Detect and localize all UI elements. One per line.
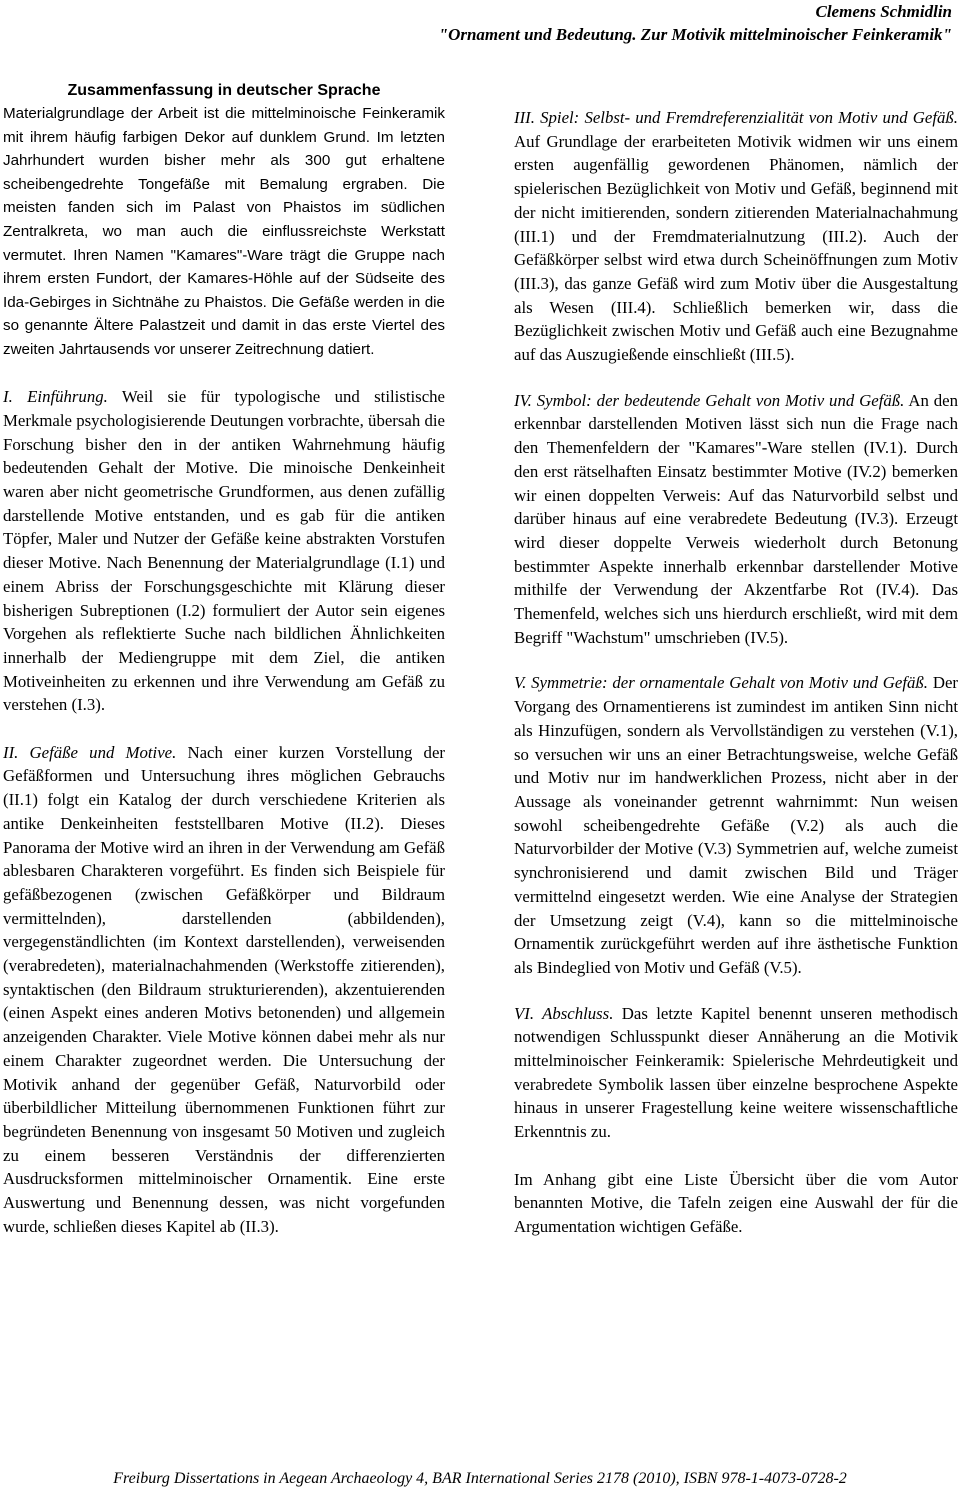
section-1-text: Weil sie für typologische und stilistische Merkmale psychologisierende Deutungen vorbrachte, übersah die Forschung bisher den in der antiken Wahrnehmung häufig bedeutenden Gehalt der Motive. Die minoische Denkeinheit waren aber nicht geometrische Grundformen, aus denen zufällig darstellende Motive entstanden, und es gab für die antiken Töpfer, Maler und Nutzer der Gefäße keine abstrakten Vorstufen dieser Motive. Nach Benennung der Materialgrundlage (I.1) und einem Abriss der Forschungsgeschichte mit Klärung dieser bisherigen Subreptionen (I.2) formuliert der Autor sein eigenes Vorgehen als reflektierte Suche nach bildlichen Ähnlichkeiten innerhalb der Mediengruppe mit dem Ziel, die antiken Motiveinheiten zu erkennen und ihre Verwendung am Gefäß zu verstehen (I.3). [3,387,445,715]
section-3-title: III. Spiel: Selbst- und Fremdreferenzialität von Motiv und Gefäß. [514,108,958,127]
appendix-paragraph: Im Anhang gibt eine Liste Übersicht über die vom Autor benannten Motive, die Tafeln zeigen eine Auswahl der für die Argumentation wichtigen Gefäße. [514,1169,958,1236]
section-2-paragraph [3,741,445,1239]
right-column [514,106,958,1239]
section-3-paragraph [514,106,958,367]
section-3-text: Auf Grundlage der erarbeiteten Motivik widmen wir uns einem ersten augenfällig gewordenen Phänomen, nämlich der spielerischen Bezüglichkeit von Motiv und Gefäß, beginnend mit der nicht imitierenden, sondern zitierenden Materialnachahmung (III.1) und der Fremdmaterialnutzung (III.2). Auch der Gefäßkörper selbst wird etwa durch Scheinöffnungen zum Motiv (III.3), das ganze Gefäß wird zum Motiv über die Ausgestaltung als Wesen (III.4). Schließlich bemerken wir, dass die Bezüglichkeit zwischen Motiv und Gefäß auch eine Bezugnahme auf das Auszugießende einschließt (III.5). [514,131,958,365]
page-header [439,0,952,46]
summary-paragraph: Materialgrundlage der Arbeit ist die mittelminoische Feinkeramik mit ihrem häufig farbigen Dekor auf dunklem Grund. Im letzten Jahrhundert wurden bisher mehr als 300 gut erhaltene scheibengedrehte Tongefäße mit Bemalung ergraben. Die meisten fanden sich im Palast von Phaistos im südlichen Zentralkreta, wo man auch die einflussreichste Werkstatt vermutet. Ihren Namen "Kamares"-Ware trägt die Gruppe nach ihrem ersten Fundort, der Kamares-Höhle auf der Südseite des Ida-Gebirges in Sichtnähe zu Phaistos. Die Gefäße werden in die so genannte Ältere Palastzeit und damit in das erste Viertel des zweiten Jahrtausends vor unserer Zeitrechnung datiert. [3,105,445,358]
left-column [3,80,445,1239]
section-1-title: I. Einführung. [3,387,108,407]
section-6-title: VI. Abschluss. [514,1003,614,1023]
section-1-paragraph [3,385,445,717]
header-author: Clemens Schmidlin [815,2,952,21]
section-6-text: Das letzte Kapitel benennt unseren methodisch notwendigen Schlusspunkt dieser Annäherung an die Motivik mittelminoischer Feinkeramik: Spielerische Mehrdeutigkeit und verabredete Symbolik lassen über einzelne besprochene Aspekte hinaus in unserer Fragestellung keine weitere wissenschaftliche Erkenntnis zu. [514,1003,959,1142]
section-4-text: An den erkennbar darstellenden Motiven lässt sich nun die Frage nach den Themenfeldern der "Kamares"-Ware stellen (IV.1). Durch den erst rätselhaften Einsatz bestimmter Motive (IV.2) bemerken wir einen doppelten Verweis: Auf das Naturvorbild selbst und darüber hinaus auf eine verabredete Bedeutung (IV.3). Erzeugt wird dieser doppelte Verweis wiederholt durch Betonung bestimmter Aspekte innerhalb erkennbar darstellender Motive mithilfe der Verwendung der Akzentfarbe Rot (IV.4). Das Themenfeld, welches sich uns hierdurch erschließt, wird mit dem Begriff "Wachstum" umschrieben (IV.5). [514,390,958,647]
section-6-paragraph [514,1002,958,1144]
section-5-title: V. Symmetrie: der ornamentale Gehalt von Motiv und Gefäß. [514,673,928,693]
section-4-paragraph [514,389,958,650]
section-5-paragraph [514,671,958,979]
page-footer: Freiburg Dissertations in Aegean Archaeology 4, BAR International Series 2178 (2010), ISBN 978-1-4073-0728-2 [113,1470,847,1487]
section-2-text: Nach einer kurzen Vorstellung der Gefäßformen und Untersuchung ihres möglichen Gebrauchs (II.1) folgt ein Katalog der durch verschiedene Kriterien als antike Denkeinheiten feststellbaren Motive (II.2). Dieses Panorama der Motive wird an ihren in der Verwendung am Gefäß ablesbaren Charakteren vorgeführt. Es finden sich Beispiele für gefäßbezogenen (zwischen Gefäßkörper und Bildraum vermittelnden), darstellenden (abbildenden), vergegenständlichten (im Kontext darstellenden), verweisenden (verabredeten), materialnachahmenden (Werkstoffe zitierenden), syntaktischen (den Bildraum strukturierenden), akzentuierenden (einen Aspekt eines anderen Motivs betonenden) und allgemein anzeigenden Charakter. Viele Motive können dabei mehr als nur einem Charakter zugeordnet werden. Die Untersuchung der Motivik anhand der gegenüber Gefäß, Naturvorbild oder überbildlicher Mitteilung übernommenen Funktionen führt zur begründeten Benennung von insgesamt 50 Motiven und zugleich zu einem besseren Verständnis der differenzierten Ausdrucksformen mittelminoischer Ornamentik. Eine erste Auswertung und Benennung dessen, was nicht vorgefunden wurde, schließen dieses Kapitel ab (II.3). [3,742,445,1236]
summary-heading: Zusammenfassung in deutscher Sprache [67,82,381,99]
section-5-text: Der Vorgang des Ornamentierens ist zumindest im antiken Sinn nicht als Hinzufügen, sondern als Vervollständigen zu verstehen (V.1), so versuchen wir uns an einer Betrachtungsweise, welche Gefäß und Motiv nur im handwerklichen Prozess, nicht aber in der Aussage als voneinander getrennt wahrnimmt: Nun weisen sowohl scheibengedrehte Gefäße (V.2) als auch die Naturvorbilder der Motive (V.3) Symmetrien auf, welche zumeist synchronisierend und damit zwischen Bild und Träger vermittelnd eingesetzt werden. Wie eine Analyse der Strategien der Umsetzung zeigt (V.4), kann so die mittelminoische Ornamentik zurückgeführt werden auf ihre ästhetische Funktion als Bindeglied von Motiv und Gefäß (V.5). [514,673,958,977]
section-4-title: IV. Symbol: der bedeutende Gehalt von Motiv und Gefäß. [514,390,905,410]
header-title: "Ornament und Bedeutung. Zur Motivik mittelminoischer Feinkeramik" [438,25,952,44]
section-2-title: II. Gefäße und Motive. [3,742,177,762]
